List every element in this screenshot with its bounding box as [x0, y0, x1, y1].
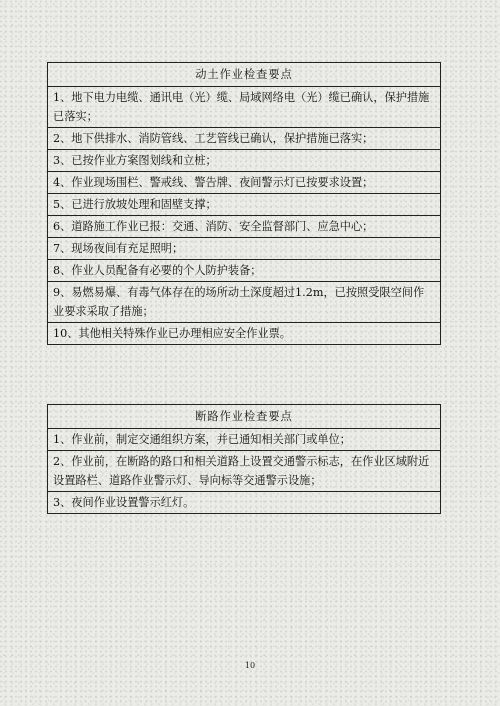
checklist-item: 9、易燃易爆、有毒气体存在的场所动土深度超过1.2m，已按照受限空间作业要求采取了措施；	[48, 282, 441, 323]
table-row	[48, 150, 441, 172]
page-number: 10	[244, 661, 256, 670]
table-row	[48, 216, 441, 238]
checklist-item: 8、作业人员配备有必要的个人防护装备；	[48, 260, 441, 282]
checklist-item: 5、已进行放坡处理和固壁支撑；	[48, 194, 441, 216]
table-row	[48, 429, 441, 451]
checklist-item: 3、已按作业方案图划线和立桩；	[48, 150, 441, 172]
checklist-item: 2、作业前，在断路的路口和相关道路上设置交通警示标志，在作业区域附近设置路栏、道路作业警示灯、导向标等交通警示设施；	[48, 451, 441, 492]
checklist-item: 4、作业现场围栏、警戒线、警告牌、夜间警示灯已按要求设置；	[48, 172, 441, 194]
table-row	[48, 238, 441, 260]
road-closure-checklist-table	[47, 404, 441, 514]
table-row	[48, 282, 441, 323]
excavation-checklist-table	[47, 62, 441, 345]
checklist-item: 6、道路施工作业已报：交通、消防、安全监督部门、应急中心；	[48, 216, 441, 238]
table-row	[48, 260, 441, 282]
table-row	[48, 492, 441, 514]
checklist-item: 2、地下供排水、消防管线、工艺管线已确认，保护措施已落实；	[48, 128, 441, 150]
table-row	[48, 194, 441, 216]
checklist-item: 7、现场夜间有充足照明；	[48, 238, 441, 260]
table-header-row	[48, 405, 441, 429]
checklist-item: 10、其他相关特殊作业已办理相应安全作业票。	[48, 323, 441, 345]
table-row	[48, 323, 441, 345]
checklist-item: 1、作业前，制定交通组织方案，并已通知相关部门或单位；	[48, 429, 441, 451]
road-closure-checklist-title: 断路作业检查要点	[48, 405, 441, 429]
table-row	[48, 451, 441, 492]
checklist-item: 1、地下电力电缆、通讯电（光）缆、局域网络电（光）缆已确认，保护措施已落实；	[48, 87, 441, 128]
table-header-row	[48, 63, 441, 87]
excavation-checklist-title: 动土作业检查要点	[48, 63, 441, 87]
table-row	[48, 87, 441, 128]
table-row	[48, 128, 441, 150]
table-row	[48, 172, 441, 194]
checklist-item: 3、夜间作业设置警示红灯。	[48, 492, 441, 514]
